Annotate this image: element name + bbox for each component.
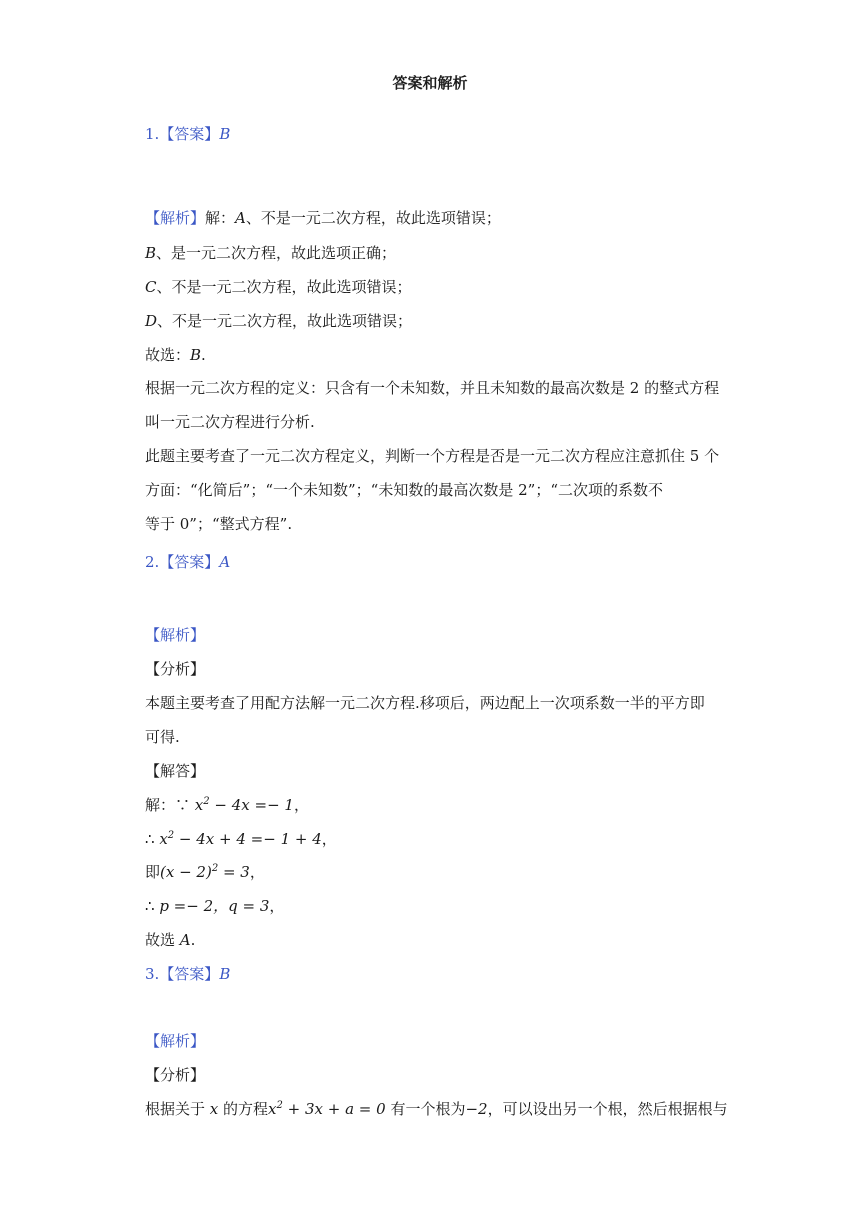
- q2-jieda-tag: 【解答】: [145, 762, 206, 780]
- equation: p =− 2，q = 3: [159, 897, 270, 915]
- text: 的方程: [218, 1100, 269, 1118]
- option-letter: A: [179, 931, 191, 949]
- q1-analysis-line8: 此题主要考查了一元二次方程定义，判断一个方程是否是一元二次方程应注意抓住 5 个: [145, 447, 720, 465]
- q3-fenxi-tag: 【分析】: [145, 1066, 206, 1084]
- q1-analysis-line7: 叫一元二次方程进行分析.: [145, 413, 315, 431]
- text: 故选：: [145, 346, 191, 364]
- q2-fenxi-line2: 可得.: [145, 728, 180, 746]
- q1-analysis-line4: [145, 311, 412, 331]
- text: 有一个根为: [385, 1100, 466, 1118]
- page-title: 答案和解析: [392, 74, 468, 92]
- text: 根据关于: [145, 1100, 210, 1118]
- text: ∴: [145, 830, 160, 848]
- q2-step3: [145, 862, 265, 882]
- variable: x: [209, 1100, 219, 1118]
- option-letter: B: [145, 244, 157, 262]
- option-letter: A: [235, 209, 246, 227]
- equation: $(x - 2)^2 = 3$: [160, 863, 250, 881]
- q1-analysis-line9: 方面：“化简后”；“一个未知数”；“未知数的最高次数是 2”；“二次项的系数不: [145, 481, 663, 499]
- q2-answer-line: [145, 552, 230, 572]
- text: ，: [249, 863, 265, 881]
- text: 、不是一元二次方程，故此选项错误；: [156, 278, 412, 296]
- q3-answer-label: 3.【答案】: [145, 965, 220, 983]
- q1-answer-value: B: [219, 125, 231, 143]
- equation: $x^2 + 3x + a = 0$: [268, 1100, 386, 1118]
- option-letter: D: [145, 312, 158, 330]
- text: 、不是一元二次方程，故此选项错误；: [245, 209, 501, 227]
- q2-step4: [145, 896, 284, 916]
- q3-answer-value: B: [219, 965, 231, 983]
- q3-jiexi-tag: 【解析】: [145, 1032, 206, 1050]
- q1-analysis-line2: [145, 243, 396, 263]
- q1-answer-label: 1.【答案】: [145, 125, 220, 143]
- text: 解：: [205, 209, 236, 227]
- q1-analysis-line3: [145, 277, 412, 297]
- q2-answer-value: A: [219, 553, 231, 571]
- equation: $x^2 - 4x + 4 =- 1 + 4$: [159, 830, 322, 848]
- q1-analysis-line10: 等于 0”；“整式方程”.: [145, 515, 293, 533]
- equation: $x^2 - 4x =- 1$: [194, 796, 294, 814]
- text: ，: [321, 830, 337, 848]
- q2-jiexi-tag: 【解析】: [145, 626, 206, 644]
- q3-fenxi-line1: [145, 1099, 728, 1119]
- q2-step5: [145, 930, 195, 950]
- q2-fenxi-tag: 【分析】: [145, 660, 206, 678]
- option-letter: B: [190, 346, 202, 364]
- q3-answer-line: [145, 964, 230, 984]
- q1-analysis-line6: 根据一元二次方程的定义：只含有一个未知数，并且未知数的最高次数是 2 的整式方程: [145, 379, 720, 397]
- q2-step1: [145, 795, 309, 815]
- q1-jiexi-tag: 【解析】: [145, 209, 206, 227]
- text: 解：∵: [145, 796, 195, 814]
- text: ，: [269, 897, 285, 915]
- q2-answer-label: 2.【答案】: [145, 553, 220, 571]
- text: 、是一元二次方程，故此选项正确；: [156, 244, 397, 262]
- q1-analysis-line1: [145, 208, 501, 228]
- equation: −2: [465, 1100, 488, 1118]
- text: ，可以设出另一个根，然后根据根与: [487, 1100, 728, 1118]
- q1-answer-line: [145, 124, 230, 144]
- q1-analysis-line5: [145, 345, 206, 365]
- text: ∴: [145, 897, 160, 915]
- text: 、不是一元二次方程，故此选项错误；: [157, 312, 413, 330]
- text: 故选: [145, 931, 180, 949]
- text: 即: [145, 863, 161, 881]
- option-letter: C: [145, 278, 157, 296]
- text: .: [201, 346, 206, 364]
- text: ，: [293, 796, 309, 814]
- text: .: [190, 931, 196, 949]
- q2-step2: [145, 829, 337, 849]
- q2-fenxi-line1: 本题主要考查了用配方法解一元二次方程.移项后，两边配上一次项系数一半的平方即: [145, 694, 705, 712]
